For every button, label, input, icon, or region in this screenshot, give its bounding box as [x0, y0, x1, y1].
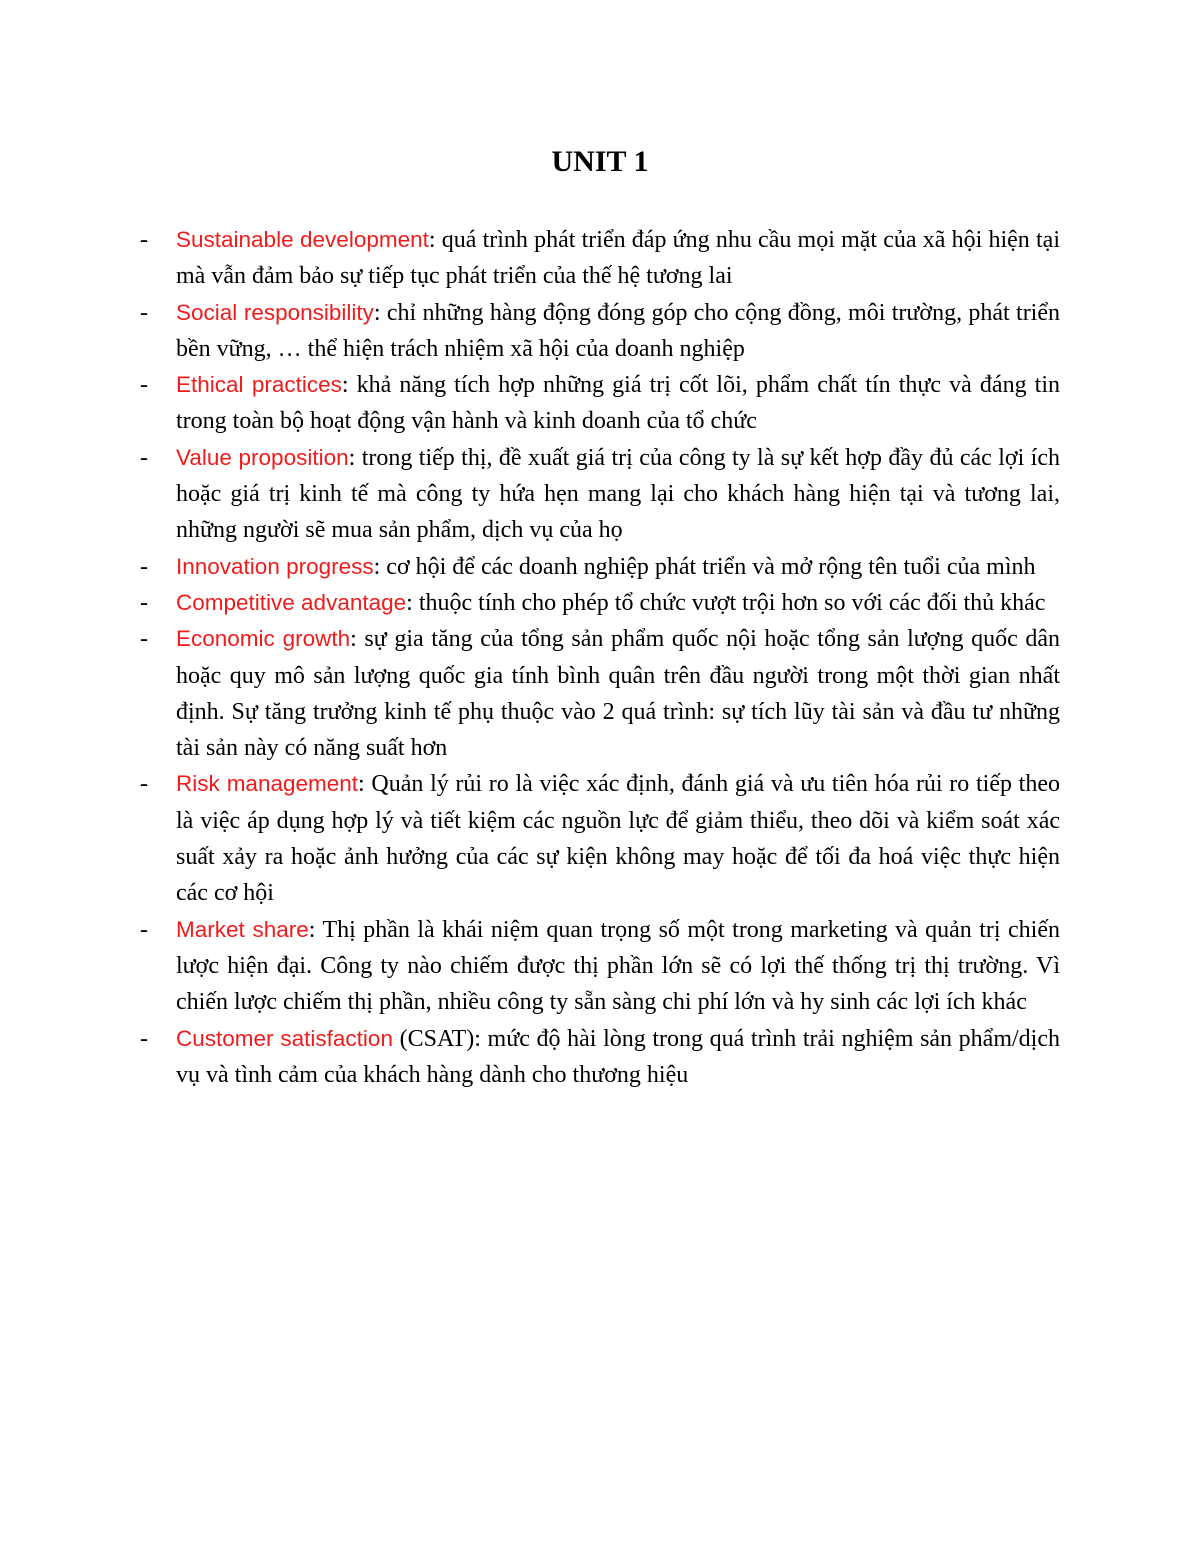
list-bullet: - [140, 299, 148, 326]
term-definition: : Quản lý rủi ro là việc xác định, đánh giá và ưu tiên hóa rủi ro tiếp theo là việc áp dụng hợp lý và tiết kiệm các nguồn lực để giảm thiểu, theo dõi và kiểm soát xác suất xảy ra hoặc ảnh hưởng của các sự kiện không may hoặc để tối đa hoá việc thực hiện các cơ hội [176, 771, 1060, 907]
term-label: Ethical practices [176, 372, 342, 398]
list-bullet: - [140, 553, 148, 580]
term-label: Value proposition [176, 444, 349, 470]
term-definition: (CSAT): mức độ hài lòng trong quá trình trải nghiệm sản phẩm/dịch vụ và tình cảm của khách hàng dành cho thương hiệu [176, 1025, 1060, 1088]
term-definition: : Thị phần là khái niệm quan trọng số một trong marketing và quản trị chiến lược hiện đại. Công ty nào chiếm được thị phần lớn sẽ có lợi thế thống trị thị trường. Vì chiến lược chiếm thị phần, nhiều công ty sẵn sàng chi phí lớn và hy sinh các lợi ích khác [176, 916, 1060, 1016]
term-definition: : chỉ những hàng động đóng góp cho cộng đồng, môi trường, phát triển bền vững, … thể hiện trách nhiệm xã hội của doanh nghiệp [176, 299, 1061, 362]
list-item [140, 367, 1060, 440]
list-bullet: - [140, 1025, 148, 1052]
list-item [140, 440, 1060, 549]
term-definition: : quá trình phát triển đáp ứng nhu cầu mọi mặt của xã hội hiện tại mà vẫn đảm bảo sự tiếp tục phát triển của thế hệ tương lai [176, 227, 1060, 290]
term-label: Competitive advantage [176, 589, 407, 615]
list-item [140, 295, 1060, 368]
list-bullet: - [140, 227, 148, 253]
list-item [140, 912, 1060, 1021]
list-bullet: - [140, 589, 148, 616]
term-definition: : thuộc tính cho phép tổ chức vượt trội hơn so với các đối thủ khác [406, 589, 1046, 616]
list-item [140, 585, 1060, 621]
list-bullet: - [140, 771, 148, 798]
term-label: Market share [176, 916, 309, 942]
term-definition: : trong tiếp thị, đề xuất giá trị của công ty là sự kết hợp đầy đủ các lợi ích hoặc giá trị kinh tế mà công ty hứa hẹn mang lại cho khách hàng hiện tại và tương lai, những người sẽ mua sản phẩm, dịch vụ của họ [176, 444, 1060, 544]
list-bullet: - [140, 372, 148, 399]
list-bullet: - [140, 626, 148, 653]
list-item [140, 766, 1060, 911]
term-label: Innovation progress [176, 553, 374, 579]
list-item [140, 621, 1060, 766]
term-label: Social responsibility [176, 299, 374, 325]
list-item [140, 1021, 1060, 1094]
term-label: Customer satisfaction [176, 1025, 393, 1051]
list-item [140, 222, 1060, 295]
term-label: Risk management [176, 771, 359, 797]
term-label: Sustainable development [176, 227, 429, 252]
list-item [140, 549, 1060, 585]
page-title: UNIT 1 [551, 145, 649, 178]
term-label: Economic growth [176, 626, 351, 652]
list-bullet: - [140, 916, 148, 943]
term-list [140, 222, 1060, 1093]
term-definition: : sự gia tăng của tổng sản phẩm quốc nội hoặc tổng sản lượng quốc dân hoặc quy mô sản lượng quốc gia tính bình quân trên đầu người trong một thời gian nhất định. Sự tăng trưởng kinh tế phụ thuộc vào 2 quá trình: sự tích lũy tài sản và đầu tư những tài sản này có năng suất hơn [176, 626, 1060, 762]
term-definition: : cơ hội để các doanh nghiệp phát triển và mở rộng tên tuổi của mình [373, 553, 1036, 580]
list-bullet: - [140, 444, 148, 471]
term-definition: : khả năng tích hợp những giá trị cốt lõi, phẩm chất tín thực và đáng tin trong toàn bộ hoạt động vận hành và kinh doanh của tổ chức [176, 372, 1060, 435]
